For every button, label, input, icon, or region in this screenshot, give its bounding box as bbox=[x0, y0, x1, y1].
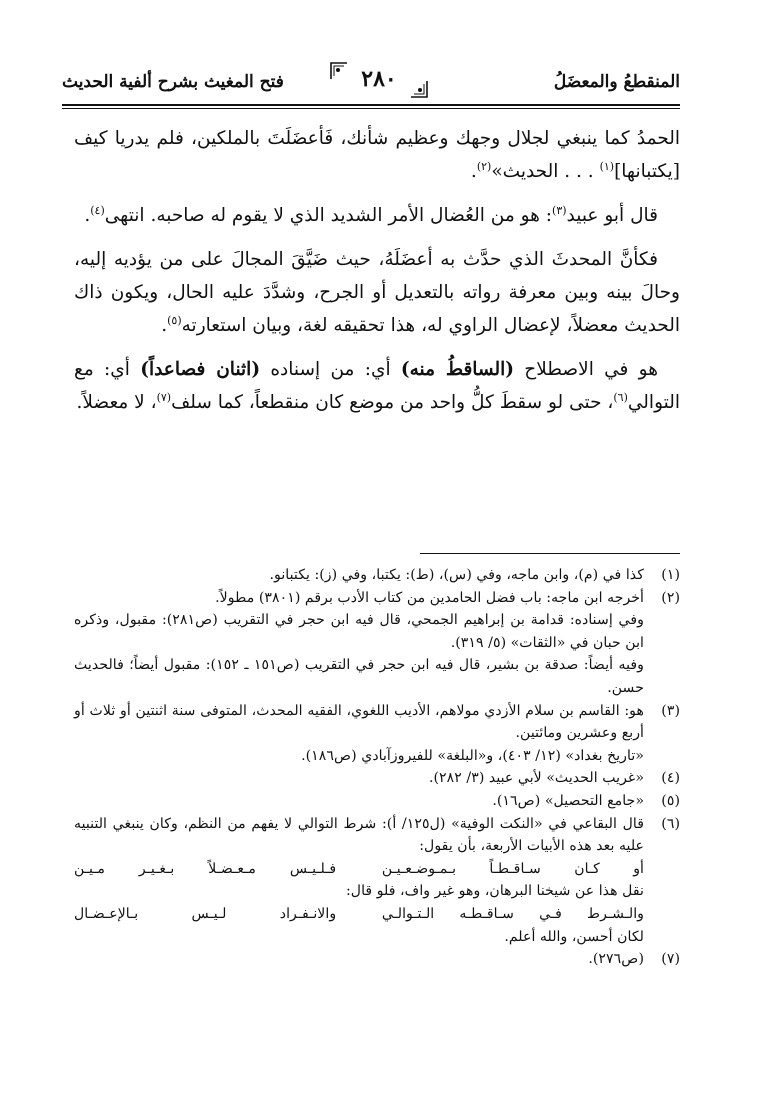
paragraph bbox=[74, 243, 680, 342]
main-text bbox=[74, 122, 680, 430]
footnote-number: (١) bbox=[661, 567, 680, 583]
paragraph bbox=[74, 122, 680, 188]
bold-term: (اثنان فصاعداً) bbox=[140, 359, 261, 380]
verse-hemistich: فـلـيـس مـعـضـلاً بـغـيـر مـيـن bbox=[74, 860, 337, 877]
footnote-line: قال البقاعي في «النكت الوفية» (ل١٢٥/ أ): شرط التوالي لا يفهم من النظم، وكان ينبغي التنبيه عليه بعد هذه الأبيات الأربعة، بأن يقول: bbox=[74, 815, 645, 855]
header-rule bbox=[62, 104, 680, 106]
poem-verse bbox=[74, 903, 644, 926]
footnote-body bbox=[74, 813, 644, 949]
text-run: أي: من إسناده bbox=[260, 359, 401, 380]
text-run: . . . الحديث» bbox=[491, 161, 600, 182]
verse-hemistich: أو كـان سـاقـطـاً بـمـوضـعـيـن bbox=[381, 860, 644, 877]
footnote-body bbox=[74, 700, 644, 768]
paragraph bbox=[74, 353, 680, 419]
page-number-box bbox=[344, 64, 414, 94]
verse-hemistich: والـشـرط فـي سـاقـطـه الـتـوالـي bbox=[381, 905, 644, 922]
footnote-number: (٧) bbox=[661, 951, 680, 968]
footnote-line: (ص٢٧٦). bbox=[588, 951, 644, 968]
footnote-ref[interactable]: (٧) bbox=[156, 390, 172, 404]
paragraph bbox=[74, 199, 680, 232]
footnote-ref[interactable]: (٦) bbox=[613, 390, 628, 404]
text-run: . bbox=[161, 315, 168, 336]
footnote-body bbox=[74, 948, 644, 971]
footnote-body bbox=[74, 564, 644, 587]
footnote bbox=[74, 790, 680, 813]
page-number: ٢٨٠ bbox=[361, 66, 397, 92]
footnote-ref[interactable]: (٢) bbox=[476, 159, 492, 173]
footnote-body bbox=[74, 587, 644, 700]
footnote bbox=[74, 767, 680, 790]
text-run: . bbox=[84, 205, 91, 226]
footnote-line: وفي إسناده: قدامة بن إبراهيم الجمحي، قال فيه ابن حجر في التقريب (ص٢٨١): مقبول، وذكره ابن حبان في «الثقات» (٥/ ٣١٩). bbox=[74, 612, 644, 651]
footnote-ref[interactable]: (٥) bbox=[167, 313, 182, 327]
footnote-line: «تاريخ بغداد» (١٢/ ٤٠٣)، و«البلغة» للفيروزآبادي (ص١٨٦). bbox=[301, 747, 644, 764]
text-run: : هو من العُضال الأمر الشديد الذي لا يقوم له صاحبه. انتهى bbox=[104, 205, 553, 226]
footnote-line: نقل هذا عن شيخنا البرهان، وهو غير واف، فلو قال: bbox=[346, 883, 644, 900]
chapter-title: المنقطعُ والمعضَلُ bbox=[553, 72, 680, 92]
footnote-ref[interactable]: (١) bbox=[599, 159, 615, 173]
footnote-number: (٦) bbox=[661, 815, 680, 832]
footnotes bbox=[74, 564, 680, 971]
bold-term: (الساقطُ منه) bbox=[400, 359, 514, 380]
footnote-line: كذا في (م)، وابن ماجه، وفي (س)، (ط): يكتبا، وفي (ز): يكتبانو. bbox=[269, 567, 644, 583]
text-run: الحمدُ كما ينبغي لجلال وجهك وعظيم شأنك، فَأعضَلَتَ بالملكين، فلم يدريا كيف [يكتبانها] bbox=[74, 128, 680, 182]
footnote-number: (٢) bbox=[661, 589, 680, 606]
footnote-line: «غريب الحديث» لأبي عبيد (٣/ ٢٨٢). bbox=[429, 770, 644, 787]
header-rule-thin bbox=[62, 108, 680, 109]
footnote-line: أخرجه ابن ماجه: باب فضل الحامدين من كتاب الأدب برقم (٣٨٠١) مطولاً. bbox=[215, 589, 644, 606]
footnote bbox=[74, 700, 680, 768]
footnote-body bbox=[74, 767, 644, 790]
footnote bbox=[74, 564, 680, 587]
text-run: ، حتى لو سقطَ كلُّ واحد من موضع كان منقطعاً، كما سلف bbox=[171, 392, 614, 413]
text-run: فكأنَّ المحدثَ الذي حدَّث به أعضَلَهُ، حيث ضَيَّقَ المجالَ على من يؤديه إليه، وحالَ بينه وبين معرفة رواته بالتعديل أو الجرح، وشدَّدَ عليه الحال، ويكون ذاك الحديث معضلاً، لإعضال الراوي له، هذا تحقيقه لغة، وبيان استعارته bbox=[74, 249, 680, 336]
footnote-number: (٥) bbox=[661, 792, 680, 809]
text-run: . bbox=[470, 161, 477, 182]
footnote-line: «جامع التحصيل» (ص١٦). bbox=[492, 792, 644, 809]
footnote-line: وفيه أيضاً: صدقة بن بشير، قال فيه ابن حجر في التقريب (ص١٥١ ـ ١٥٢): مقبول أيضاً؛ فالحديث حسن. bbox=[74, 657, 645, 696]
book-title: فتح المغيث بشرح ألفية الحديث bbox=[62, 72, 284, 92]
verse-hemistich: والانـفـراد لـيـس بـالإعـضـال bbox=[74, 905, 337, 922]
footnote-rule bbox=[420, 553, 680, 554]
page-header bbox=[62, 60, 680, 108]
footnote bbox=[74, 587, 680, 700]
footnote bbox=[74, 948, 680, 971]
text-run: هو في الاصطلاح bbox=[513, 359, 658, 380]
text-run: أي: مع التوالي bbox=[74, 359, 680, 413]
footnote-ref[interactable]: (٣) bbox=[552, 203, 567, 217]
footnote bbox=[74, 813, 680, 949]
footnote-ref[interactable]: (٤) bbox=[90, 203, 105, 217]
footnote-line: لكان أحسن، والله أعلم. bbox=[504, 928, 644, 945]
footnote-line: هو: القاسم بن سلام الأزدي مولاهم، الأديب اللغوي، الفقيه المحدث، المتوفى سنة اثنتين أو ثلاث أو أربع وعشرين ومائتين. bbox=[74, 702, 644, 742]
footnote-number: (٤) bbox=[661, 770, 680, 787]
text-run: قال أبو عبيد bbox=[566, 205, 658, 226]
text-run: ، لا معضلاً. bbox=[76, 392, 157, 413]
corner-ornament-icon bbox=[330, 62, 348, 80]
poem-verse bbox=[74, 858, 644, 881]
footnote-number: (٣) bbox=[661, 702, 680, 719]
footnote-body bbox=[74, 790, 644, 813]
corner-ornament-icon bbox=[410, 80, 428, 98]
